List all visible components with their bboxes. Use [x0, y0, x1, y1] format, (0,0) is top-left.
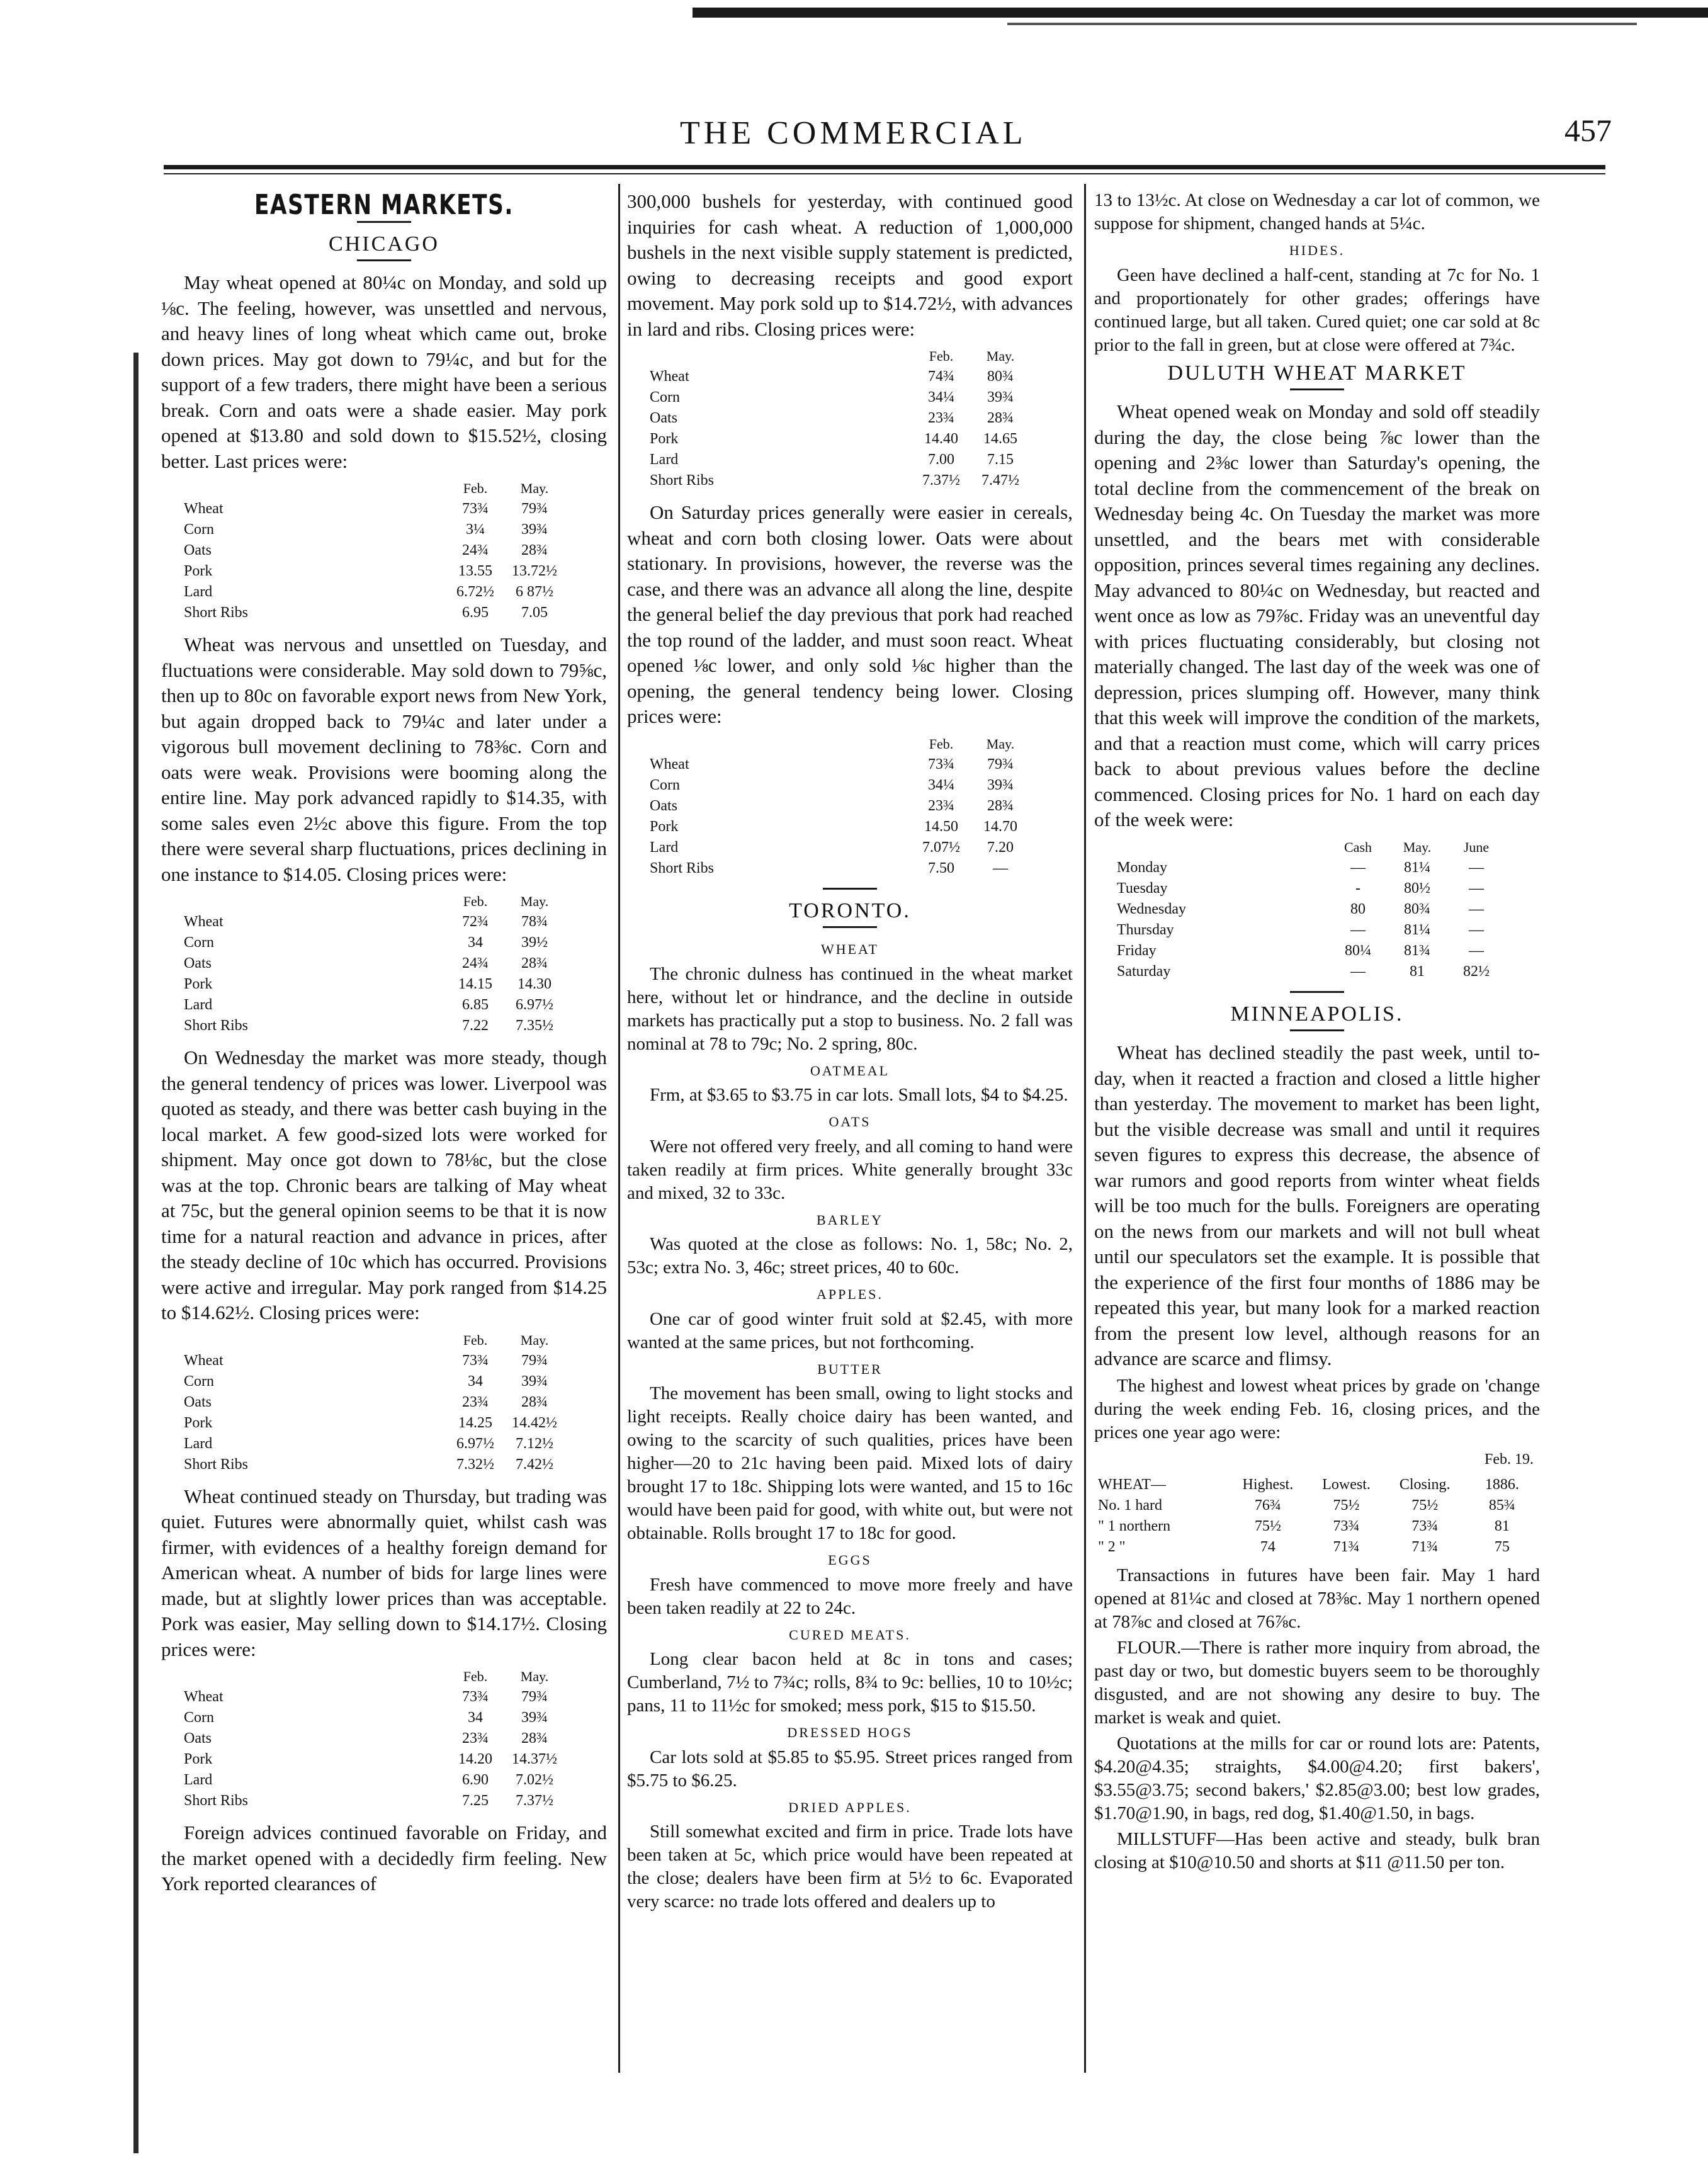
table-row — [646, 754, 1030, 775]
price-may: 14.37½ — [512, 1751, 557, 1767]
price-may: 28¾ — [987, 797, 1014, 814]
toronto-eggs-paragraph: Fresh have commenced to move more freely and have been taken readily at 22 to 24c. — [627, 1574, 1073, 1618]
price-may: 81¼ — [1404, 859, 1430, 876]
chicago-tuesday-paragraph: Wheat was nervous and unsettled on Tuesday, and fluctuations were considerable. May sold down to 79⅝c, then up to 80c on favorable export news from New York, but again dropped back to 79¼c and later under a vigorous bull movement declining to 78⅜c. Corn and oats were weak. Provisions were booming along the entire line. May pork advanced rapidly to $14.35, with some sales even 2½c above this figure. From the top there were several sharp fluctuations, prices declining in one instance to $14.05. Closing prices were: — [161, 633, 607, 885]
column-divider-2 — [1084, 184, 1086, 2073]
price-may: 14.70 — [983, 818, 1017, 835]
table-row — [646, 450, 1030, 470]
duluth-daily-prices-table — [1113, 837, 1506, 982]
subsection-title-chicago: CHICAGO — [329, 232, 439, 256]
price-highest: 74 — [1260, 1539, 1275, 1555]
table-row — [180, 1454, 564, 1475]
grades-table-date: Feb. 19. — [1485, 1451, 1534, 1468]
price-feb: 7.32½ — [456, 1456, 494, 1473]
price-1886: 85¾ — [1488, 1497, 1515, 1514]
section-rule — [1290, 1029, 1344, 1031]
table-row — [180, 582, 564, 603]
price-june: — — [1469, 921, 1484, 938]
table-row — [1113, 858, 1506, 878]
price-may: 80¾ — [987, 368, 1014, 385]
price-feb: 14.40 — [924, 431, 958, 447]
commodity-name: Wheat — [650, 368, 689, 385]
commodity-name: Wheat — [650, 756, 689, 773]
commodity-name: Pork — [184, 1751, 213, 1767]
price-cash: 80¼ — [1345, 942, 1371, 959]
table-row — [180, 1413, 564, 1434]
commodity-name: Short Ribs — [184, 604, 249, 621]
price-feb: 73¾ — [462, 1689, 489, 1705]
table-row — [180, 540, 564, 561]
table-row — [180, 499, 564, 519]
price-feb: 7.00 — [928, 451, 954, 468]
table-row — [180, 1016, 564, 1036]
commodity-name: Wheat — [184, 1689, 223, 1705]
chicago-friday-continued-paragraph: 300,000 bushels for yesterday, with continued good inquiries for cash wheat. A reduction of 1,000,000 bushels in the next visible supply statement is predicted, owing to decreasing receipts and good export movement. May pork sold up to $14.72½, with advances in lard and ribs. Closing prices were: — [627, 190, 1073, 340]
duluth-paragraph: Wheat opened weak on Monday and sold off steadily during the day, the close being ⅞c lower than the opening and 2⅜c lower than Saturday's opening, the total decline from the commencement of the break on Wednesday being 4c. On Tuesday the market was more unsettled, and the bears met with considerable opposition, princes several times regaining any declines. May advanced to 80¼c on Wednesday, but reacted and went once as low as 79⅞c. Friday was an uneventful day with prices fluctuating considerably, but closing not materially changed. The last day of the week was one of depression, prices slumping off. However, many think that this week will improve the condition of the markets, and that a reaction must come, which will carry prices back to about previous values before the decline commenced. Closing prices for No. 1 hard on each day of the week were: — [1094, 400, 1540, 830]
table-row — [1094, 1516, 1540, 1537]
price-feb: 7.50 — [928, 859, 954, 876]
commodity-name: Corn — [650, 389, 680, 405]
column-header-1886: 1886. — [1485, 1476, 1519, 1493]
column-divider-1 — [618, 184, 620, 2073]
price-june: — — [1469, 942, 1484, 959]
table-row — [180, 603, 564, 623]
minneapolis-quotations-paragraph: Quotations at the mills for car or round lots are: Patents, $4.20@4.35; straights, $4.00@4.20; first bakers', $3.55@3.75; second bakers,' $2.85@3.00; best low grades, $1.70@1.90, in bags, red dog, $1.40@1.50, in bags. — [1094, 1733, 1540, 1823]
table-row — [180, 974, 564, 995]
commodity-name: Oats — [184, 542, 212, 558]
commodity-name: Short Ribs — [184, 1017, 249, 1034]
price-highest: 76¾ — [1254, 1497, 1281, 1514]
price-may: 7.47½ — [981, 472, 1019, 489]
table-row — [180, 1392, 564, 1413]
price-feb: 34¼ — [928, 776, 954, 793]
commodity-name: Pork — [650, 818, 679, 835]
commodity-name: Pork — [650, 431, 679, 447]
price-may: 39¾ — [987, 776, 1014, 793]
table-row — [646, 817, 1030, 837]
price-closing: 75½ — [1411, 1497, 1439, 1514]
table-row — [646, 837, 1030, 858]
chicago-saturday-paragraph: On Saturday prices generally were easier in cereals, wheat and corn both closing lower. Oats were about stationary. In provisions, however, the reverse was the case, and there was an advance all along the line, despite the general belief the day previous that pork had reached the top round of the ladder, and must soon react. Wheat opened ⅛c lower, and only sold ⅛c higher than the opening, the general tendency being lower. Closing prices were: — [627, 501, 1073, 727]
price-may: 39½ — [521, 934, 548, 951]
table-row — [180, 1371, 564, 1392]
price-feb: 72¾ — [462, 914, 489, 930]
minneapolis-grades-table — [1094, 1475, 1540, 1558]
table-row — [646, 470, 1030, 491]
price-feb: 34 — [468, 1373, 483, 1390]
column-header-lowest: Lowest. — [1322, 1476, 1371, 1493]
table-row — [646, 429, 1030, 450]
table-row — [1094, 1537, 1540, 1558]
price-may: 28¾ — [521, 955, 548, 972]
table-row — [180, 519, 564, 540]
section-rule — [823, 926, 877, 928]
chicago-wednesday-paragraph: On Wednesday the market was more steady, though the general tendency of prices was lower. Liverpool was quoted as steady, and there was better cash buying in the local market. A few good-sized lots were worked for shipment. May once got down to 78⅛c, but the close was at the top. Chronic bears are talking of May wheat at 75c, but the general opinion seems to be that it is now time for a natural reaction and advance in prices, after the steady decline of 10c which has occurred. Provisions were active and irregular. May pork ranged from $14.25 to $14.62½. Closing prices were: — [161, 1046, 607, 1323]
subhead-dressed-hogs: DRESSED HOGS — [787, 1725, 913, 1740]
price-june: 82½ — [1463, 963, 1490, 980]
scan-edge-left — [133, 353, 139, 2153]
column-header-feb: Feb. — [929, 348, 954, 364]
column-header-feb: Feb. — [463, 480, 488, 496]
price-may: 28¾ — [987, 410, 1014, 426]
price-june: — — [1469, 900, 1484, 917]
price-may: 39¾ — [521, 1373, 548, 1390]
commodity-name: Wheat — [184, 501, 223, 517]
price-cash: - — [1355, 880, 1360, 897]
column-3 — [1094, 189, 1540, 1877]
toronto-apples-paragraph: One car of good winter fruit sold at $2.45, with more wanted at the same prices, but not forthcoming. — [627, 1308, 1073, 1352]
commodity-name: Pork — [184, 563, 213, 579]
chicago-friday-prices-table — [646, 346, 1030, 491]
price-feb: 7.07½ — [922, 839, 960, 856]
price-feb: 14.25 — [458, 1414, 492, 1431]
section-rule — [823, 888, 877, 890]
price-may: 7.37½ — [516, 1793, 553, 1809]
column-header-may: May. — [520, 1668, 549, 1684]
day-name: Saturday — [1117, 963, 1171, 980]
price-lowest: 71¾ — [1333, 1539, 1360, 1555]
price-may: 6.97½ — [516, 997, 553, 1013]
day-name: Tuesday — [1117, 880, 1168, 897]
column-header-may: May. — [520, 480, 549, 496]
subhead-cured-meats: CURED MEATS. — [789, 1626, 911, 1643]
subhead-butter: BUTTER — [817, 1361, 883, 1377]
toronto-dressed-hogs-paragraph: Car lots sold at $5.85 to $5.95. Street prices ranged from $5.75 to $6.25. — [627, 1747, 1073, 1791]
day-name: Wednesday — [1117, 900, 1187, 917]
table-row — [1113, 878, 1506, 899]
commodity-name: Lard — [650, 839, 679, 856]
toronto-barley-paragraph: Was quoted at the close as follows: No. 1, 58c; No. 2, 53c; extra No. 3, 46c; street prices, 40 to 60c. — [627, 1234, 1073, 1277]
scan-edge-top-secondary — [1007, 23, 1637, 25]
price-may: 39¾ — [987, 389, 1014, 405]
column-header-may: May. — [986, 348, 1015, 364]
price-may: 7.35½ — [516, 1017, 553, 1034]
price-may: 7.02½ — [516, 1772, 553, 1788]
commodity-name: Wheat — [184, 1352, 223, 1369]
column-header-feb: Feb. — [463, 893, 488, 909]
section-title-duluth: DULUTH WHEAT MARKET — [1167, 361, 1467, 385]
table-row — [646, 387, 1030, 408]
commodity-name: Pork — [184, 1414, 213, 1431]
subhead-barley: BARLEY — [817, 1211, 883, 1228]
price-feb: 73¾ — [462, 501, 489, 517]
price-may: 28¾ — [521, 1393, 548, 1410]
price-lowest: 75½ — [1333, 1497, 1360, 1514]
column-header-highest: Highest. — [1242, 1476, 1294, 1493]
price-june: — — [1469, 880, 1484, 897]
price-may: 39¾ — [521, 521, 548, 538]
price-may: 6 87½ — [516, 584, 553, 600]
price-june: — — [1469, 859, 1484, 876]
price-feb: 74¾ — [928, 368, 954, 385]
price-may: 13.72½ — [512, 563, 557, 579]
price-feb: 24¾ — [462, 955, 489, 972]
chicago-tuesday-prices-table — [180, 891, 564, 1036]
commodity-name: Short Ribs — [184, 1456, 249, 1473]
minneapolis-paragraph-2: The highest and lowest wheat prices by grade on 'change during the week ending Feb. 16, closing prices, and the prices one year ago were: — [1094, 1375, 1540, 1442]
column-header-closing: Closing. — [1399, 1476, 1451, 1493]
price-feb: 73¾ — [462, 1352, 489, 1369]
price-feb: 73¾ — [928, 756, 954, 773]
column-header-may: May. — [520, 1332, 549, 1348]
masthead-rule — [164, 165, 1605, 169]
price-1886: 81 — [1494, 1518, 1510, 1534]
table-row — [1113, 941, 1506, 961]
day-name: Thursday — [1117, 921, 1174, 938]
price-feb: 23¾ — [462, 1730, 489, 1747]
subhead-hides: HIDES. — [1289, 242, 1345, 258]
commodity-name: Corn — [184, 1373, 214, 1390]
chicago-wednesday-prices-table — [180, 1330, 564, 1475]
grade-name: " 2 " — [1098, 1539, 1126, 1555]
commodity-name: Oats — [184, 955, 212, 972]
table-row — [180, 1770, 564, 1791]
price-feb: 23¾ — [928, 797, 954, 814]
commodity-name: Short Ribs — [184, 1793, 249, 1809]
column-header-feb: Feb. — [929, 735, 954, 752]
price-may: 14.42½ — [512, 1414, 557, 1431]
price-may: 14.30 — [517, 976, 551, 992]
section-rule — [1290, 991, 1344, 993]
column-header-may: May. — [986, 735, 1015, 752]
price-feb: 6.85 — [462, 997, 489, 1013]
commodity-name: Lard — [184, 584, 213, 600]
price-may: 28¾ — [521, 1730, 548, 1747]
price-may: 7.20 — [987, 839, 1014, 856]
chicago-monday-paragraph: May wheat opened at 80¼c on Monday, and sold up ⅛c. The feeling, however, was unsettled and nervous, and heavy lines of long wheat which came out, broke down prices. May got down to 79¼c, and but for the support of a few traders, there might have been a serious break. Corn and oats were a shade easier. May pork opened at $13.80 and sold down to $15.52½, closing better. Last prices were: — [161, 271, 607, 472]
day-name: Friday — [1117, 942, 1157, 959]
price-feb: 7.22 — [462, 1017, 489, 1034]
chicago-monday-prices-table — [180, 478, 564, 623]
table-row — [1094, 1495, 1540, 1516]
price-cash: — — [1350, 963, 1366, 980]
price-may: 79¾ — [521, 1689, 548, 1705]
commodity-name: Corn — [184, 1709, 214, 1726]
column-header-may: May. — [1403, 839, 1432, 855]
price-may: 7.15 — [987, 451, 1014, 468]
price-feb: 7.37½ — [922, 472, 960, 489]
chicago-thursday-prices-table — [180, 1666, 564, 1811]
section-title-eastern-markets: EASTERN MARKETS. — [254, 189, 514, 221]
price-may: 14.65 — [983, 431, 1017, 447]
price-may: 78¾ — [521, 914, 548, 930]
chicago-saturday-prices-table — [646, 734, 1030, 879]
commodity-name: Lard — [184, 1435, 213, 1452]
table-row — [180, 1728, 564, 1749]
price-feb: 34 — [468, 1709, 483, 1726]
page-number: 457 — [1564, 113, 1612, 148]
toronto-dried-apples-paragraph: Still somewhat excited and firm in price. Trade lots have been taken at 5c, which price would have been repeated at the close; dealers have been firm at 5½ to 6c. Evaporated very scarce: no trade lots offered and dealers up to — [627, 1821, 1073, 1912]
commodity-name: Corn — [184, 934, 214, 951]
minneapolis-paragraph-1: Wheat has declined steadily the past week, until to-day, when it reacted a fraction and closed a little higher than yesterday. The movement to market has been light, but the visible decrease was small and until it requires seven figures to express this decrease, the absence of war rumors and good reports from winter wheat fields will be too much for the bulls. Foreigners are operating on the news from our markets and will not bull wheat until our speculators set the example. It is possible that the experience of the first four months of 1886 may be repeated this year, but many look for a marked reaction from the present low level, although reasons for an advance are scarce and flimsy. — [1094, 1041, 1540, 1369]
price-feb: 6.97½ — [456, 1435, 494, 1452]
grade-name: No. 1 hard — [1098, 1497, 1162, 1514]
grade-name: " 1 northern — [1098, 1518, 1171, 1534]
price-1886: 75 — [1494, 1539, 1510, 1555]
table-row — [646, 408, 1030, 429]
price-may: 81 — [1410, 963, 1425, 980]
column-header-feb: Feb. — [463, 1332, 488, 1348]
masthead-rule-thin — [164, 173, 1605, 174]
price-may: 81¼ — [1404, 921, 1430, 938]
price-may: 39¾ — [521, 1709, 548, 1726]
commodity-name: Short Ribs — [650, 859, 715, 876]
price-cash: — — [1350, 921, 1366, 938]
price-feb: 14.15 — [458, 976, 492, 992]
price-may: 7.05 — [521, 604, 548, 621]
price-lowest: 73¾ — [1333, 1518, 1360, 1534]
dried-apples-continued-paragraph: 13 to 13½c. At close on Wednesday a car lot of common, we suppose for shipment, changed hands at 5¼c. — [1094, 190, 1540, 234]
newspaper-title: THE COMMERCIAL — [680, 115, 1027, 151]
commodity-name: Corn — [184, 521, 214, 538]
subhead-apples: APPLES. — [817, 1286, 883, 1302]
table-row — [646, 366, 1030, 387]
commodity-name: Oats — [650, 797, 677, 814]
table-row — [1113, 961, 1506, 982]
table-row — [646, 858, 1030, 879]
column-1 — [161, 189, 607, 1900]
commodity-name: Lard — [650, 451, 679, 468]
column-header-cash: Cash — [1344, 839, 1372, 855]
column-header-feb: Feb. — [463, 1668, 488, 1684]
subhead-eggs: EGGS — [828, 1552, 872, 1568]
price-highest: 75½ — [1254, 1518, 1281, 1534]
price-may: 79¾ — [521, 501, 548, 517]
column-header-grade: WHEAT— — [1098, 1476, 1166, 1493]
price-cash: — — [1350, 859, 1366, 876]
price-feb: 34¼ — [928, 389, 954, 405]
commodity-name: Wheat — [184, 914, 223, 930]
commodity-name: Corn — [650, 776, 680, 793]
table-row — [180, 1791, 564, 1811]
price-may: 80¾ — [1404, 900, 1430, 917]
masthead — [151, 107, 1624, 170]
price-may: 7.42½ — [516, 1456, 553, 1473]
column-header-may: May. — [520, 893, 549, 909]
price-closing: 73¾ — [1411, 1518, 1439, 1534]
toronto-wheat-paragraph: The chronic dulness has continued in the wheat market here, without let or hindrance, and the decline in outside markets has practically put a stop to business. No. 2 fall was nominal at 78 to 79c; No. 2 spring, 80c. — [627, 963, 1073, 1054]
column-header-june: June — [1463, 839, 1490, 855]
price-closing: 71¾ — [1411, 1539, 1439, 1555]
column-2 — [627, 189, 1073, 1916]
price-feb: 23¾ — [462, 1393, 489, 1410]
price-feb: 24¾ — [462, 542, 489, 558]
commodity-name: Pork — [184, 976, 213, 992]
price-feb: 6.95 — [462, 604, 489, 621]
table-row — [180, 1434, 564, 1454]
price-may: 79¾ — [987, 756, 1014, 773]
table-row — [1113, 920, 1506, 941]
table-row — [1113, 899, 1506, 920]
minneapolis-futures-paragraph: Transactions in futures have been fair. May 1 hard opened at 81¼c and closed at 78⅜c. May 1 northern opened at 78⅞c and closed at 76⅞c. — [1094, 1565, 1540, 1632]
table-row — [180, 1749, 564, 1770]
day-name: Monday — [1117, 859, 1167, 876]
table-row — [180, 1351, 564, 1371]
price-feb: 6.72½ — [456, 584, 494, 600]
chicago-friday-paragraph: Foreign advices continued favorable on Friday, and the market opened with a decidedly firm feeling. New York reported clearances of — [161, 1821, 607, 1895]
price-feb: 13.55 — [458, 563, 492, 579]
table-row — [180, 932, 564, 953]
price-may: — — [993, 859, 1008, 876]
price-cash: 80 — [1350, 900, 1366, 917]
toronto-cured-meats-paragraph: Long clear bacon held at 8c in tons and cases; Cumberland, 7½ to 7¾c; rolls, 8¾ to 9c: bellies, 10 to 10½c; pans, 11 to 11½c for smoked; mess pork, $15 to $15.50. — [627, 1649, 1073, 1716]
table-row — [180, 1687, 564, 1708]
table-row — [180, 953, 564, 974]
section-rule — [357, 259, 411, 261]
price-may: 81¾ — [1404, 942, 1430, 959]
price-feb: 14.20 — [458, 1751, 492, 1767]
price-may: 80½ — [1404, 880, 1430, 897]
table-row — [180, 912, 564, 932]
section-rule — [1290, 388, 1344, 390]
price-feb: 3¼ — [466, 521, 485, 538]
commodity-name: Short Ribs — [650, 472, 715, 489]
section-title-toronto: TORONTO. — [789, 898, 911, 922]
chicago-thursday-paragraph: Wheat continued steady on Thursday, but trading was quiet. Futures were abnormally quiet, whilst cash was firmer, with evidences of a healthy foreign demand for American wheat. A number of bids for large lines were made, but at slightly lower prices than was acceptable. Pork was easier, May selling down to $14.17½. Closing prices were: — [161, 1485, 607, 1660]
price-may: 28¾ — [521, 542, 548, 558]
toronto-oats-paragraph: Were not offered very freely, and all coming to hand were taken readily at firm prices. White generally brought 33c and mixed, 32 to 33c. — [627, 1136, 1073, 1203]
table-row — [180, 561, 564, 582]
minneapolis-millstuff-paragraph: MILLSTUFF—Has been active and steady, bulk bran closing at $10@10.50 and shorts at $11 @11.50 per ton. — [1094, 1829, 1540, 1872]
subhead-oatmeal: OATMEAL — [810, 1062, 890, 1079]
table-row — [646, 796, 1030, 817]
toronto-hides-paragraph: Geen have declined a half-cent, standing at 7c for No. 1 and proportionately for other grades; offerings have continued large, but all taken. Cured quiet; one car sold at 8c prior to the fall in green, but at close were offered at 7¾c. — [1094, 264, 1540, 355]
table-row — [180, 1708, 564, 1728]
commodity-name: Oats — [184, 1730, 212, 1747]
price-may: 79¾ — [521, 1352, 548, 1369]
scan-edge-top — [693, 8, 1708, 18]
price-feb: 23¾ — [928, 410, 954, 426]
table-row — [646, 775, 1030, 796]
price-feb: 14.50 — [924, 818, 958, 835]
commodity-name: Lard — [184, 1772, 213, 1788]
commodity-name: Lard — [184, 997, 213, 1013]
section-title-minneapolis: MINNEAPOLIS. — [1230, 1002, 1404, 1026]
subhead-dried-apples: DRIED APPLES. — [788, 1799, 912, 1815]
commodity-name: Oats — [650, 410, 677, 426]
price-feb: 34 — [468, 934, 483, 951]
subhead-oats: OATS — [829, 1114, 871, 1130]
commodity-name: Oats — [184, 1393, 212, 1410]
minneapolis-flour-paragraph: FLOUR.—There is rather more inquiry from abroad, the past day or two, but domestic buyers seem to be thoroughly disgusted, and are not showing any desire to buy. The market is weak and quiet. — [1094, 1638, 1540, 1728]
toronto-butter-paragraph: The movement has been small, owing to light stocks and light receipts. Really choice dairy has been wanted, and owing to the scarcity of such qualities, prices have been higher—20 to 21c having been paid. Mixed lots of dairy brought 17 to 18c. Shipping lots were wanted, and 15 to 16c would have been paid for good, with white out, but were not obtainable. Rolls brought 17 to 18c for good. — [627, 1383, 1073, 1543]
subhead-wheat: WHEAT — [821, 941, 879, 957]
price-feb: 6.90 — [462, 1772, 489, 1788]
toronto-oatmeal-paragraph: Frm, at $3.65 to $3.75 in car lots. Small lots, $4 to $4.25. — [650, 1085, 1068, 1105]
table-row — [180, 995, 564, 1016]
price-may: 7.12½ — [516, 1435, 553, 1452]
price-feb: 7.25 — [462, 1793, 489, 1809]
